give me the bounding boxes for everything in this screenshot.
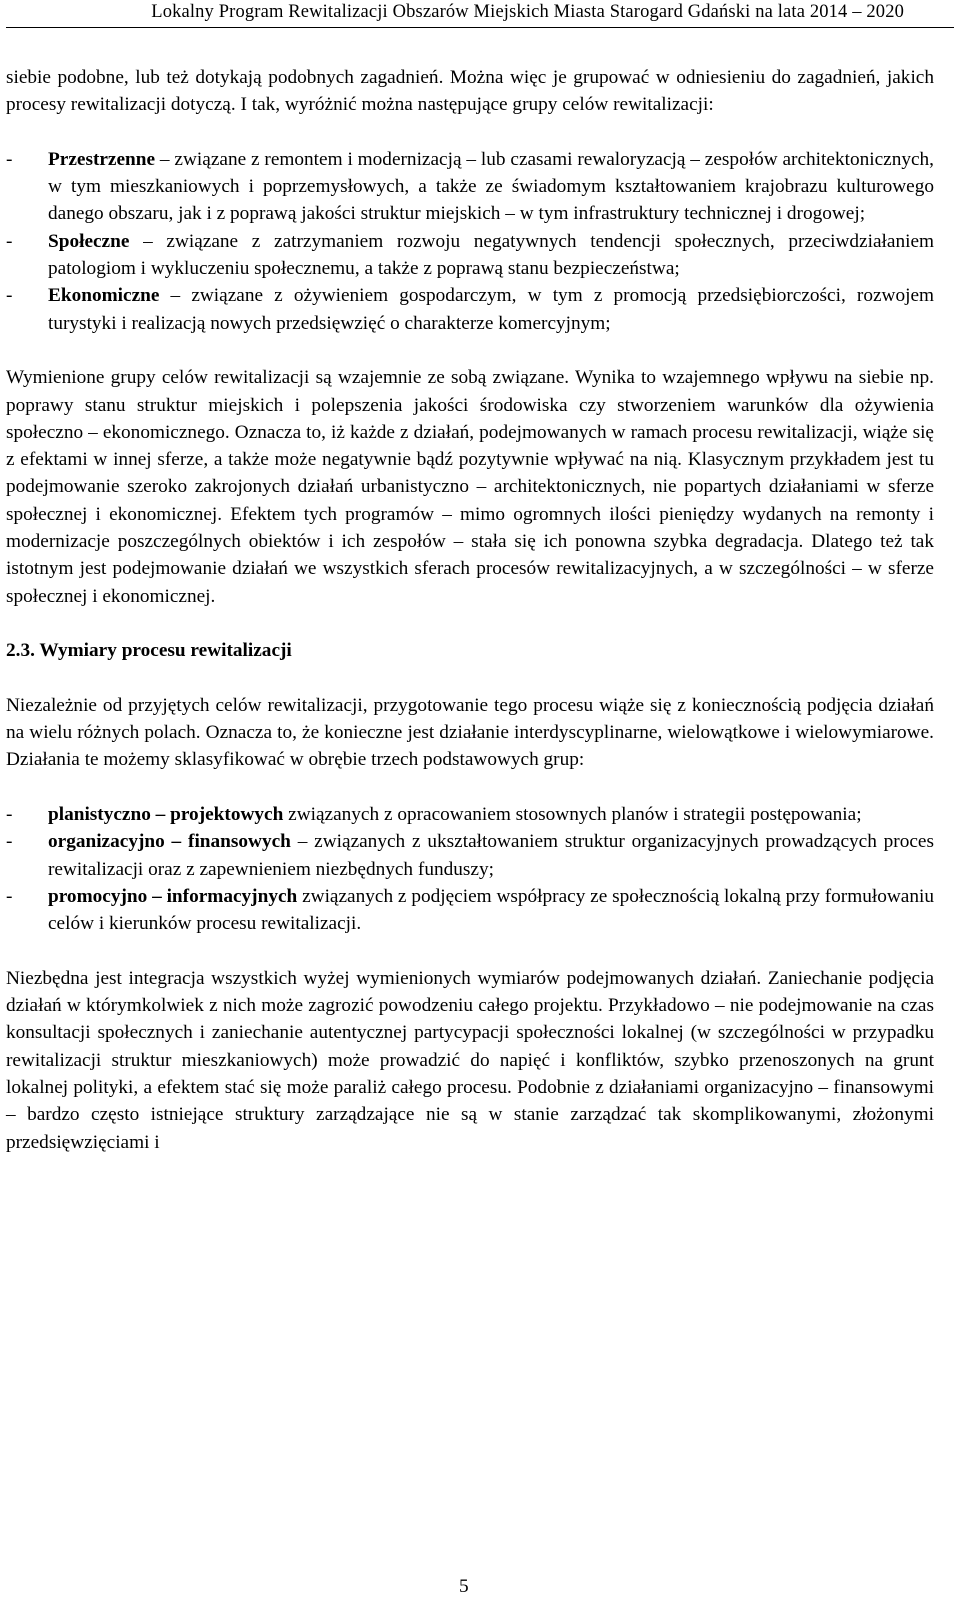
list-item-term: Społeczne bbox=[48, 230, 130, 252]
section-title: Wymiary procesu rewitalizacji bbox=[39, 640, 292, 662]
spacer bbox=[6, 337, 934, 364]
section-heading bbox=[6, 637, 934, 664]
list-item-text: związanych z podjęciem współpracy ze społecznością lokalną przy formułowaniu celów i kierunków procesu rewitalizacji. bbox=[48, 885, 934, 935]
list-item-term: organizacyjno – finansowych bbox=[48, 831, 291, 853]
list-item-term: planistyczno – projektowych bbox=[48, 804, 284, 826]
list-dash: - bbox=[6, 831, 13, 853]
spacer bbox=[6, 610, 934, 637]
list-item-text: – związane z ożywieniem gospodarczym, w tym z promocją przedsiębiorczości, rozwojem turystyki i realizacją nowych przedsięwzięć o charakterze komercyjnym; bbox=[48, 285, 934, 334]
interrelation-paragraph: Wymienione grupy celów rewitalizacji są wzajemnie ze sobą związane. Wynika to wzajemnego wpływu na siebie np. poprawy stanu struktur miejskich i polepszenia jakości środowiska czy stworzeniem warunków dla ożywienia społeczno – ekonomicznego. Oznacza to, iż każde z działań, podejmowanych w ramach procesu rewitalizacji, wiąże się z efektami w innej sferze, a także może negatywnie bądź pozytywnie wpływać na nią. Klasycznym przykładem jest tu podejmowanie szeroko zakrojonych działań urbanistyczno – architektonicznych, nie popartych działaniami w sferze społecznej i ekonomicznej. Efektem tych programów – mimo ogromnych ilości pieniędzy wydanych na remonty i modernizacje poszczególnych obiektów i ich zespołów – stała się ich ponowna szybka degradacja. Dlatego też tak istotnym jest podejmowanie działań we wszystkich sferach procesów rewitalizacyjnych, a w szczególności – w sferze społecznej i ekonomicznej. bbox=[6, 367, 934, 607]
intro-paragraph: siebie podobne, lub też dotykają podobnych zagadnień. Można więc je grupować w odniesieniu do zagadnień, jakich procesy rewitalizacji dotyczą. I tak, wyróżnić można następujące grupy celów rewitalizacji: bbox=[6, 67, 934, 116]
list-item-term: Przestrzenne bbox=[48, 148, 156, 170]
list-item-text: – związane z zatrzymaniem rozwoju negatywnych tendencji społecznych, przeciwdziałaniem patologiom i wykluczeniu społecznemu, a także z poprawą stanu bezpieczeństwa; bbox=[48, 230, 934, 280]
spacer bbox=[6, 665, 934, 692]
goal-groups-list bbox=[6, 146, 934, 337]
integration-paragraph: Niezbędna jest integracja wszystkich wyżej wymienionych wymiarów podejmowanych działań. Zaniechanie podjęcia działań w którymkolwiek z nich może zagrozić powodzeniu całego projektu. Przykładowo – nie podejmowanie na czas konsultacji społecznych i zaniechanie autentycznej partycypacji społeczności lokalnej (w szczególności w przypadku rewitalizacji struktur mieszkaniowych) może prowadzić do napięć i konfliktów, szybko przenoszonych na grunt lokalnej polityki, a efektem stać się może paraliż całego procesu. Podobnie z działaniami organizacyjno – finansowymi – bardzo często istniejące struktury zarządzające nie są w stanie zarządzać tak skomplikowanymi, złożonymi przedsięwzięciami i bbox=[6, 967, 934, 1153]
spacer bbox=[6, 774, 934, 801]
header-divider bbox=[6, 27, 954, 28]
spacer bbox=[6, 938, 934, 965]
list-item-text: związanych z opracowaniem stosownych planów i strategii postępowania; bbox=[283, 804, 862, 826]
list-item-text: – związane z remontem i modernizacją – lub czasami rewaloryzacją – zespołów architektonicznych, w tym mieszkaniowych i poprzemysłowych, a także ze świadomym kształtowaniem krajobrazu kulturowego danego obszaru, jak i z poprawą jakości struktur miejskich – w tym infrastruktury technicznej i drogowej; bbox=[48, 148, 934, 225]
page-header bbox=[0, 0, 960, 26]
list-dash: - bbox=[6, 148, 13, 170]
section-number: 2.3. bbox=[6, 640, 35, 662]
action-groups-list bbox=[6, 801, 934, 937]
list-item-spatial bbox=[6, 146, 934, 228]
list-dash: - bbox=[6, 885, 13, 907]
spacer bbox=[6, 119, 934, 146]
list-item-term: Ekonomiczne bbox=[48, 285, 160, 307]
running-title: Lokalny Program Rewitalizacji Obszarów Miejskich Miasta Starogard Gdański na lata 2014 – 2020 bbox=[151, 2, 904, 22]
list-item-organizational bbox=[6, 828, 934, 883]
dimensions-intro-paragraph: Niezależnie od przyjętych celów rewitalizacji, przygotowanie tego procesu wiąże się z koniecznością podjęcia działań na wielu różnych polach. Oznacza to, że konieczne jest działanie interdyscyplinarne, wielowątkowe i wielowymiarowe. Działania te możemy sklasyfikować w obrębie trzech podstawowych grup: bbox=[6, 694, 934, 771]
list-item-social bbox=[6, 228, 934, 283]
list-item-term: promocyjno – informacyjnych bbox=[48, 885, 298, 907]
list-item-planning bbox=[6, 801, 934, 828]
list-item-economic bbox=[6, 282, 934, 337]
list-dash: - bbox=[6, 804, 13, 826]
document-body bbox=[6, 64, 934, 1156]
page-number: 5 bbox=[459, 1576, 469, 1597]
list-item-promotional bbox=[6, 883, 934, 938]
list-dash: - bbox=[6, 230, 13, 252]
list-dash: - bbox=[6, 285, 13, 307]
list-item-text: – związanych z ukształtowaniem struktur organizacyjnych prowadzących proces rewitalizacji oraz z zapewnieniem niezbędnych funduszy; bbox=[48, 831, 934, 880]
